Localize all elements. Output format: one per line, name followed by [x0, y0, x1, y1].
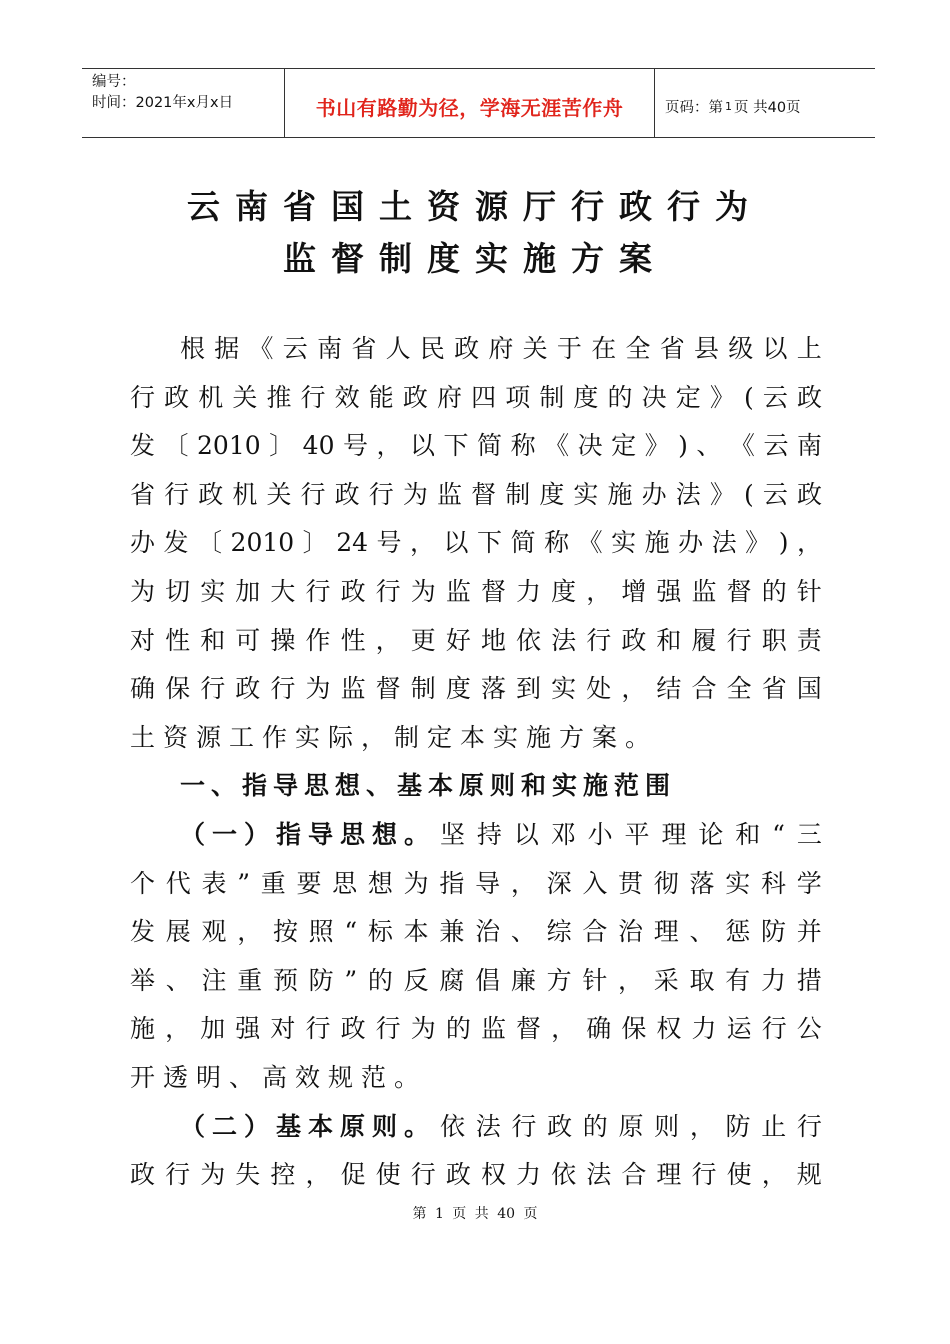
document-title-line-2: 监督制度实施方案	[283, 239, 667, 278]
paragraph-basis	[130, 325, 822, 762]
section-heading-1: 一、指导思想、基本原则和实施范围	[180, 771, 677, 801]
lead-rest: 依 法 行 政 的 原 则 ， 防 止 行	[440, 1111, 822, 1141]
page-footer: 第 1 页 共 40 页	[412, 1206, 538, 1222]
document-title-line-1: 云南省国土资源厅行政行为	[187, 187, 763, 226]
header-page-info	[655, 69, 875, 137]
text-line: 政 行 为 失 控 ， 促 使 行 政 权 力 依 法 合 理 行 使 ， 规	[130, 1160, 822, 1190]
header-motto: 书山有路勤为径，学海无涯苦作舟	[285, 69, 655, 137]
text-line: 开透明、高效规范。	[130, 1062, 428, 1092]
paragraph-basic-principle	[130, 1103, 822, 1200]
text-line: 确 保 行 政 行 为 监 督 制 度 落 到 实 处 ， 结 合 全 省 国	[130, 674, 822, 704]
text-line: 行 政 机 关 推 行 效 能 政 府 四 项 制 度 的 决 定 》 ( 云 政	[130, 382, 822, 412]
text-line: 办 发 〔 2010 〕 24 号 ， 以 下 简 称 《 实 施 办 法 》 ) ，	[130, 528, 822, 558]
paragraph-guiding-thought	[130, 811, 822, 1103]
bold-lead: （二）基本原则。	[180, 1111, 437, 1141]
lead-rest: 坚 持 以 邓 小 平 理 论 和 “ 三	[440, 819, 822, 849]
text-line: 土资源工作实际，制定本实施方案。	[130, 722, 659, 752]
text-line: 个 代 表 ” 重 要 思 想 为 指 导 ， 深 入 贯 彻 落 实 科 学	[130, 868, 822, 898]
bold-lead: （一）指导思想。	[180, 819, 437, 849]
page-header	[82, 68, 875, 138]
time-label: 时间：2021年x月x日	[92, 95, 234, 111]
header-meta	[82, 69, 285, 137]
page-suffix: 页 共40页	[734, 99, 801, 116]
text-line: 对 性 和 可 操 作 性 ， 更 好 地 依 法 行 政 和 履 行 职 责	[130, 625, 822, 655]
document-body	[130, 325, 822, 1200]
number-label: 编号：	[92, 74, 136, 90]
text-line: 施 ， 加 强 对 行 政 行 为 的 监 督 ， 确 保 权 力 运 行 公	[130, 1014, 822, 1044]
text-line: 发 〔 2010 〕 40 号 ， 以 下 简 称 《 决 定 》 ) 、 《 云 南	[130, 431, 822, 461]
text-line: 发 展 观 ， 按 照 “ 标 本 兼 治 、 综 合 治 理 、 惩 防 并	[130, 917, 822, 947]
text-line: 省 行 政 机 关 行 政 行 为 监 督 制 度 实 施 办 法 》 ( 云 政	[130, 479, 822, 509]
text-line-with-lead	[130, 1103, 822, 1152]
text-line: 为 切 实 加 大 行 政 行 为 监 督 力 度 ， 增 强 监 督 的 针	[130, 576, 822, 606]
text-line: 举 、 注 重 预 防 ” 的 反 腐 倡 廉 方 针 ， 采 取 有 力 措	[130, 965, 822, 995]
page-prefix: 页码：第	[665, 99, 723, 116]
text-line-with-lead	[130, 811, 822, 860]
text-line: 根 据 《 云 南 省 人 民 政 府 关 于 在 全 省 县 级 以 上	[180, 334, 822, 363]
page-number: 1	[725, 99, 732, 113]
